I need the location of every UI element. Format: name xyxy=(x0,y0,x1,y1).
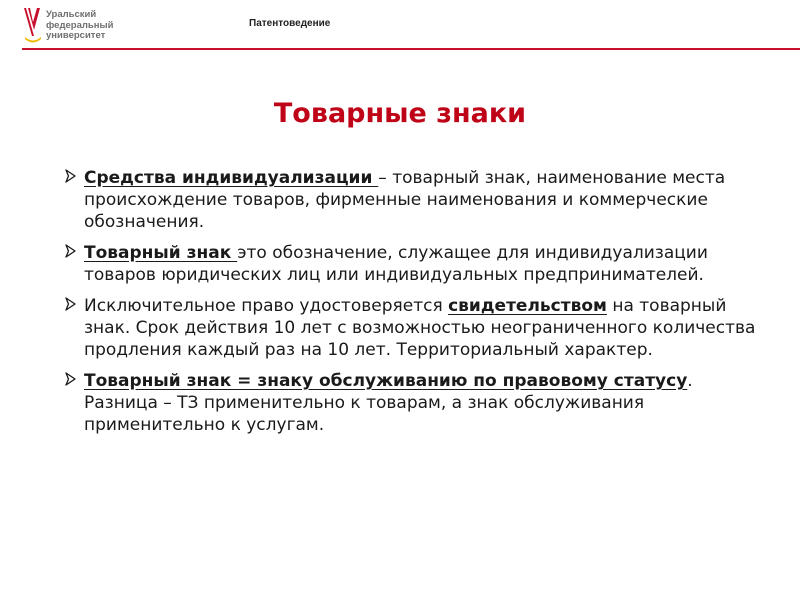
bullet-term: Товарный знак = знаку обслуживанию по правовому статусу xyxy=(84,371,688,391)
logo-line: Уральский xyxy=(46,9,97,20)
ural-federal-university-logo-icon xyxy=(22,6,44,44)
arrow-right-bullet-icon xyxy=(65,169,79,183)
bullet-list xyxy=(62,167,762,445)
logo-text xyxy=(46,10,113,42)
slide-title: Товарные знаки xyxy=(273,98,527,129)
bullet-text: – товарный знак, наименование места происхождение товаров, фирменные наименования и коммерческие обозначения. xyxy=(84,168,726,232)
logo-line: университет xyxy=(46,30,106,41)
header-divider xyxy=(22,48,800,50)
bullet-text: это обозначение, служащее для индивидуализации товаров юридических лиц или индивидуальных предпринимателей. xyxy=(84,243,708,285)
arrow-right-bullet-icon xyxy=(65,372,79,386)
bullet-item xyxy=(62,370,762,436)
course-title: Патентоведение xyxy=(249,18,331,29)
logo-line: федеральный xyxy=(46,19,114,31)
bullet-term: свидетельством xyxy=(448,296,607,316)
arrow-right-bullet-icon xyxy=(65,297,79,311)
bullet-lead: Исключительное право удостоверяется xyxy=(84,296,449,316)
bullet-item xyxy=(62,295,762,361)
slide-header xyxy=(0,0,800,52)
bullet-text: . Разница – ТЗ применительно к товарам, а знак обслуживания применительно к услугам. xyxy=(84,371,693,435)
bullet-text: на товарный знак. Срок действия 10 лет с возможностью неограниченного количества продления каждый раз на 10 лет. Территориальный характер. xyxy=(84,296,756,360)
arrow-right-bullet-icon xyxy=(65,244,79,258)
university-logo xyxy=(22,6,142,46)
bullet-item xyxy=(62,242,762,286)
bullet-term: Товарный знак xyxy=(84,243,238,263)
bullet-item xyxy=(62,167,762,233)
bullet-term: Средства индивидуализации xyxy=(84,168,379,188)
